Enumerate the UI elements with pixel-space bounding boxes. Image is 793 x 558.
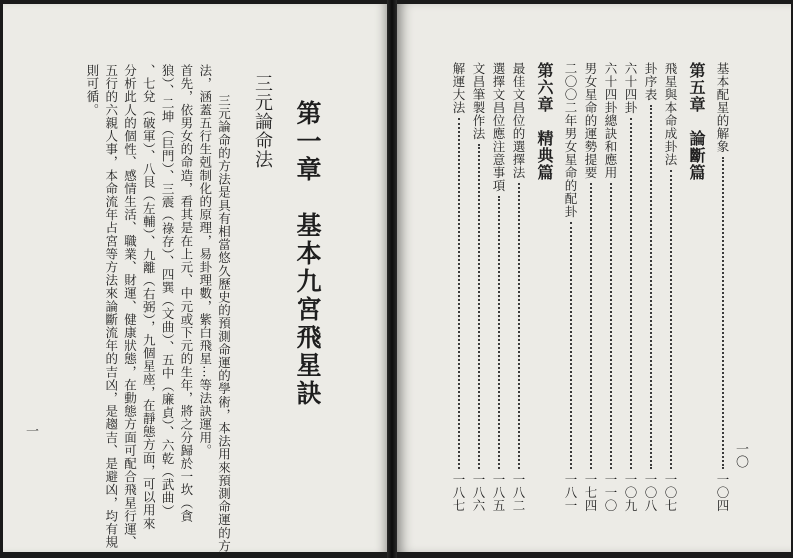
toc-entry[interactable] — [491, 62, 507, 512]
toc-entry[interactable] — [511, 62, 527, 512]
toc-entry-label: 飛星與本命成卦法 — [663, 62, 678, 166]
toc-entry-page: 一〇九 — [623, 473, 638, 512]
toc-entry-page: 一〇四 — [715, 473, 730, 512]
toc-leader-dots — [610, 183, 612, 469]
toc-entry-label: 男女星命的運勢提要 — [583, 62, 598, 179]
toc-entry-label: 文昌筆製作法 — [471, 62, 486, 140]
body-column: 、七兌（破軍）、八艮（左輔）、九離（右弼），九個星座，在靜態方面，可以用來 — [141, 64, 157, 530]
toc-chapter-heading: 第六章 精典篇 — [535, 62, 554, 181]
left-page — [3, 4, 387, 552]
toc-entry[interactable] — [603, 62, 619, 512]
toc-entry[interactable] — [715, 62, 731, 512]
toc-entry-page: 一八七 — [451, 473, 466, 512]
page-number: 一 — [23, 424, 38, 437]
toc-entry-page: 一七四 — [583, 473, 598, 512]
section-heading: 三元論命法 — [252, 74, 273, 169]
toc-entry-page: 一八一 — [563, 473, 578, 512]
toc-entry[interactable] — [663, 62, 679, 512]
toc-leader-dots — [670, 170, 672, 469]
body-column: 三元論命的方法是具有相當悠久歷史的預測命運的學術，本法用來預測命運的方 — [216, 94, 232, 552]
toc-entry-page: 一八二 — [511, 473, 526, 512]
toc-leader-dots — [590, 183, 592, 469]
toc-entry-page: 一八五 — [491, 473, 506, 512]
toc-leader-dots — [518, 183, 520, 469]
toc-entry-label: 基本配星的解象 — [715, 62, 730, 153]
toc-entry-page: 一八六 — [471, 473, 486, 512]
toc-entry[interactable] — [471, 62, 487, 512]
toc-entry-label: 解運大法 — [451, 62, 466, 114]
toc-leader-dots — [478, 144, 480, 469]
toc-entry-page: 一〇八 — [643, 473, 658, 512]
toc-entry-label: 六十四卦總訣和應用 — [603, 62, 618, 179]
toc-entry-label: 卦序表 — [643, 62, 658, 101]
toc-leader-dots — [498, 196, 500, 469]
toc-leader-dots — [570, 222, 572, 469]
toc-entry[interactable] — [623, 62, 639, 512]
body-column: 狼）、二坤（巨門）、三震（祿存）、四巽（文曲）、五中（廉貞）、六乾（武曲） — [160, 64, 176, 518]
body-column: 分析此人的個性、感情生活、職業、財運、健康狀態，在動態方面可配合飛星行運、 — [122, 64, 138, 549]
body-column: 五行的六親人事，本命流年占宮等方法來論斷流年的吉凶，是趨吉、是避凶，均有規 — [103, 64, 119, 549]
toc-entry-page: 一〇七 — [663, 473, 678, 512]
page-number: 一〇 — [733, 442, 748, 468]
body-column: 法，涵蓋五行生剋制化的原理，易卦理數，紫白飛星⋯等法訣運用。 — [197, 64, 213, 457]
bleed-through-text — [70, 44, 87, 56]
toc-entry-label: 六十四卦 — [623, 62, 638, 114]
body-column: 首先，依男女的命造，看其是在上元、中元或下元的生年，將之分歸於一坎（貪 — [178, 64, 194, 523]
toc-entry-label: 最佳文昌位的選擇法 — [511, 62, 526, 179]
toc-entry[interactable] — [451, 62, 467, 512]
toc-leader-dots — [630, 118, 632, 469]
toc-entry[interactable] — [583, 62, 599, 512]
toc-leader-dots — [650, 105, 652, 469]
toc-entry-label: 選擇文昌位應注意事項 — [491, 62, 506, 192]
toc-entry-label: 二〇〇二年男女星命的配卦 — [563, 62, 578, 218]
body-column: 則可循。 — [84, 64, 100, 117]
toc-leader-dots — [458, 118, 460, 469]
toc-chapter-heading: 第五章 論斷篇 — [687, 62, 706, 181]
book-spine — [387, 0, 397, 558]
toc-entry-page: 一一〇 — [603, 473, 618, 512]
toc-leader-dots — [722, 157, 724, 469]
toc-entry[interactable] — [563, 62, 579, 512]
toc-entry[interactable] — [643, 62, 659, 512]
right-page — [397, 4, 791, 552]
chapter-title: 第一章 基本九宮飛星訣 — [293, 100, 322, 408]
